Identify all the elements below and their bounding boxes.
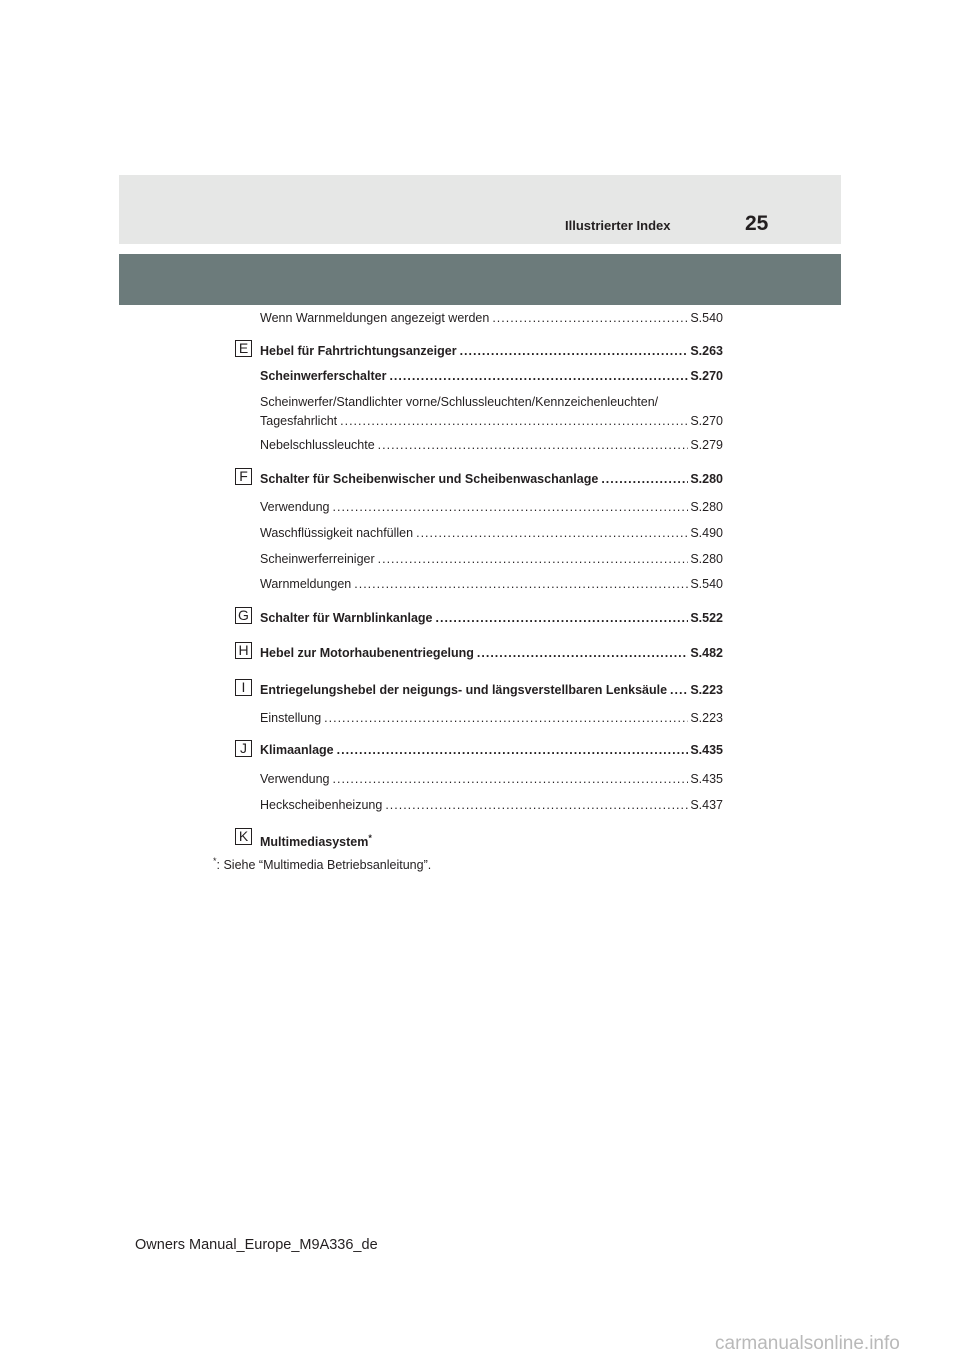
callout-letter-i: I [235, 679, 252, 696]
index-entry-heading [260, 645, 723, 662]
callout-letter-f: F [235, 468, 252, 485]
entry-text: Scheinwerferschalter [260, 369, 387, 383]
entry-text: Tagesfahrlicht [260, 414, 338, 428]
entry-text: Multimediasystem [260, 835, 369, 850]
footnote-marker: * [368, 833, 372, 843]
callout-letter-g: G [235, 607, 252, 624]
entry-page[interactable]: S.280 [690, 472, 723, 486]
index-entry [260, 551, 723, 568]
entry-page[interactable]: S.280 [690, 552, 723, 566]
index-entry [260, 797, 723, 814]
index-entry [260, 771, 723, 788]
entry-page[interactable]: S.435 [690, 743, 723, 757]
entry-page[interactable]: S.279 [690, 438, 723, 452]
entry-text: Klimaanlage [260, 743, 334, 757]
callout-letter-k: K [235, 828, 252, 845]
callout-letter-j: J [235, 740, 252, 757]
entry-text: Verwendung [260, 500, 330, 514]
entry-page[interactable]: S.280 [690, 500, 723, 514]
index-entry [260, 392, 723, 430]
entry-text: Schalter für Warnblinkanlage [260, 611, 433, 625]
index-entry [260, 437, 723, 454]
watermark: carmanualsonline.info [715, 1333, 900, 1354]
entry-text: Waschflüssigkeit nachfüllen [260, 526, 414, 540]
entry-page[interactable]: S.270 [690, 414, 723, 428]
section-title: Illustrierter Index [565, 218, 671, 233]
index-entry-heading [260, 471, 723, 488]
entry-page[interactable]: S.223 [690, 711, 723, 725]
entry-page[interactable]: S.435 [690, 772, 723, 786]
entry-text: Warnmeldungen [260, 577, 352, 591]
index-entry-heading [260, 343, 723, 360]
entry-page[interactable]: S.437 [690, 798, 723, 812]
entry-page[interactable]: S.522 [690, 611, 723, 625]
entry-page[interactable]: S.490 [690, 526, 723, 540]
index-entry [260, 310, 723, 327]
index-entry [260, 525, 723, 542]
entry-page[interactable]: S.540 [690, 577, 723, 591]
index-entry [260, 499, 723, 516]
index-entry-heading [260, 830, 723, 851]
entry-text: Heckscheibenheizung [260, 798, 383, 812]
entry-text: Verwendung [260, 772, 330, 786]
index-entry-heading [260, 682, 723, 699]
index-entry-heading [260, 742, 723, 759]
entry-text: Einstellung [260, 711, 322, 725]
header-band [119, 175, 841, 244]
entry-page[interactable]: S.263 [690, 344, 723, 358]
entry-text: Hebel zur Motorhaubenentriegelung [260, 646, 474, 660]
entry-text-line1: Scheinwerfer/Standlichter vorne/Schlussleuchten/Kennzeichenleuchten/ [260, 395, 659, 409]
callout-letter-h: H [235, 642, 252, 659]
chapter-band [119, 254, 841, 305]
callout-letter-e: E [235, 340, 252, 357]
index-entry [260, 576, 723, 593]
entry-page[interactable]: S.223 [690, 683, 723, 697]
document-footer: Owners Manual_Europe_M9A336_de [135, 1237, 378, 1253]
entry-text: Wenn Warnmeldungen angezeigt werden [260, 311, 490, 325]
footnote [213, 856, 431, 872]
page-number: 25 [745, 212, 769, 235]
index-entry-heading [260, 610, 723, 627]
index-entry [260, 710, 723, 727]
entry-page[interactable]: S.540 [690, 311, 723, 325]
entry-page[interactable]: S.482 [690, 646, 723, 660]
entry-text: Schalter für Scheibenwischer und Scheibenwaschanlage [260, 472, 599, 486]
footnote-marker: * [213, 856, 217, 866]
index-entry [260, 368, 723, 385]
entry-text: Entriegelungshebel der neigungs- und längsverstellbaren Lenksäule [260, 683, 668, 697]
entry-text: Hebel für Fahrtrichtungsanzeiger [260, 344, 457, 358]
footnote-text: : Siehe “Multimedia Betriebsanleitung”. [216, 858, 432, 873]
entry-text: Scheinwerferreiniger [260, 552, 375, 566]
entry-text: Nebelschlussleuchte [260, 438, 375, 452]
entry-page[interactable]: S.270 [690, 369, 723, 383]
